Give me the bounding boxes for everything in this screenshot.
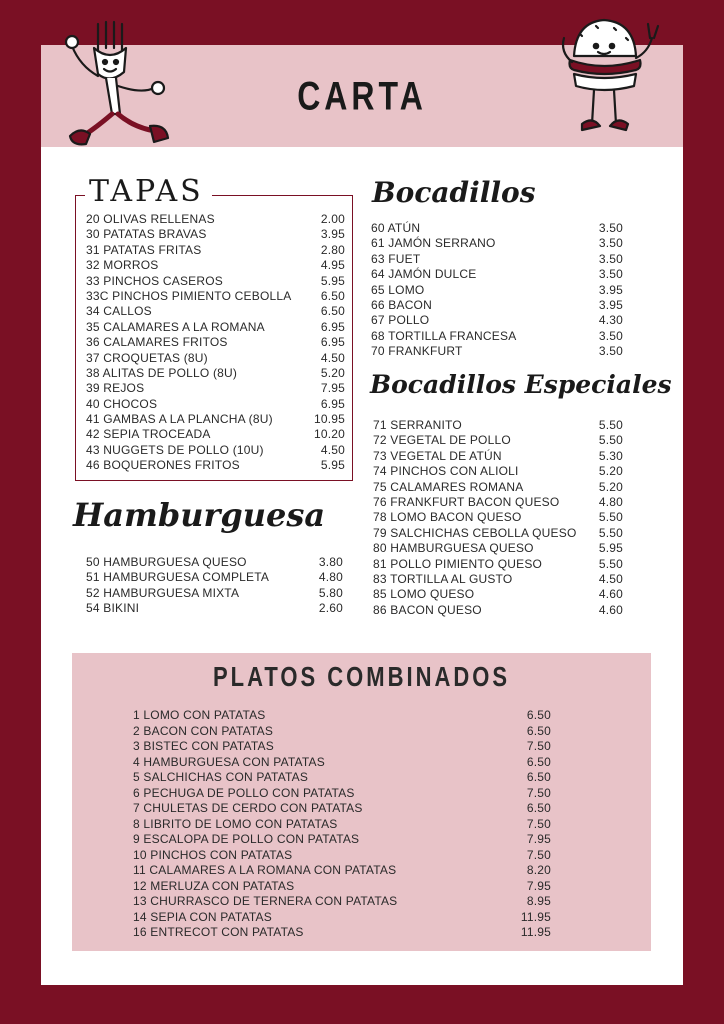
- menu-item-price: 5.95: [320, 458, 345, 473]
- menu-item-name: 71 SERRANITO: [373, 418, 462, 432]
- menu-item-name: 13 CHURRASCO DE TERNERA CON PATATAS: [133, 894, 398, 908]
- menu-item-price: 2.80: [320, 242, 345, 257]
- menu-item-price: 2.60: [318, 601, 343, 616]
- menu-item-name: 60 ATÚN: [371, 221, 421, 235]
- menu-item-price: 4.60: [598, 587, 623, 602]
- menu-item-name: 72 VEGETAL DE POLLO: [373, 433, 511, 448]
- menu-item-price: 3.80: [318, 555, 343, 569]
- menu-item-name: 8 LIBRITO DE LOMO CON PATATAS: [133, 816, 338, 831]
- menu-item-price: 3.50: [598, 267, 623, 282]
- menu-item-price: 4.30: [598, 313, 623, 328]
- especiales-heading: Bocadillos Especiales: [370, 370, 672, 399]
- menu-item-name: 66 BACON: [371, 297, 432, 312]
- menu-item: [86, 320, 345, 335]
- menu-item-name: 80 HAMBURGUESA QUESO: [373, 541, 534, 556]
- menu-item: [86, 601, 343, 616]
- menu-item: [133, 863, 551, 879]
- bocadillos-list: [371, 221, 623, 360]
- menu-item-name: 61 JAMÓN SERRANO: [371, 236, 496, 251]
- platos-heading: PLATOS COMBINADOS: [212, 660, 511, 692]
- menu-item-price: 3.50: [598, 236, 623, 251]
- menu-item-name: 65 LOMO: [371, 282, 425, 297]
- menu-item-price: 7.95: [526, 878, 551, 893]
- menu-item-price: 5.95: [320, 273, 345, 288]
- bocadillos-heading: Bocadillos: [372, 176, 536, 209]
- menu-item-price: 8.95: [526, 894, 551, 908]
- menu-item: [133, 770, 551, 786]
- menu-item-name: 78 LOMO BACON QUESO: [373, 510, 522, 525]
- menu-item: [133, 817, 551, 833]
- menu-item-price: 3.50: [598, 251, 623, 266]
- tapas-list: [86, 212, 345, 474]
- menu-item-price: 6.95: [320, 396, 345, 411]
- menu-item-name: 40 CHOCOS: [86, 396, 158, 411]
- menu-item: [133, 910, 551, 926]
- menu-item: [86, 586, 343, 601]
- menu-item-name: 16 ENTRECOT CON PATATAS: [133, 925, 304, 939]
- menu-item-price: 5.20: [320, 365, 345, 380]
- menu-item-price: 3.50: [598, 328, 623, 343]
- menu-item: [86, 351, 345, 366]
- menu-item-name: 68 TORTILLA FRANCESA: [371, 328, 517, 343]
- menu-item-price: 5.50: [598, 556, 623, 571]
- menu-item-name: 67 POLLO: [371, 313, 430, 328]
- menu-item: [371, 283, 623, 298]
- menu-item-name: 52 HAMBURGUESA MIXTA: [86, 585, 240, 600]
- menu-item-name: 83 TORTILLA AL GUSTO: [373, 571, 513, 586]
- menu-item-price: 11.95: [520, 925, 551, 939]
- menu-item: [373, 541, 623, 556]
- menu-item-name: 50 HAMBURGUESA QUESO: [86, 555, 247, 569]
- menu-item-price: 10.95: [313, 412, 345, 427]
- menu-item-name: 1 LOMO CON PATATAS: [133, 708, 266, 722]
- menu-item: [133, 739, 551, 755]
- menu-item-name: 36 CALAMARES FRITOS: [86, 335, 228, 350]
- menu-item-name: 38 ALITAS DE POLLO (8U): [86, 365, 238, 380]
- menu-item: [373, 449, 623, 464]
- page-title: CARTA: [297, 73, 427, 119]
- menu-item: [373, 587, 623, 602]
- menu-item-price: 4.50: [320, 350, 345, 365]
- menu-item-name: 37 CROQUETAS (8U): [86, 350, 208, 365]
- menu-item: [133, 801, 551, 817]
- menu-item-name: 86 BACON QUESO: [373, 602, 482, 617]
- menu-item-price: 6.95: [320, 319, 345, 334]
- menu-item: [86, 555, 343, 570]
- menu-item-name: 35 CALAMARES A LA ROMANA: [86, 319, 265, 334]
- menu-item: [371, 313, 623, 328]
- menu-item-name: 81 POLLO PIMIENTO QUESO: [373, 556, 543, 571]
- menu-item: [371, 329, 623, 344]
- menu-item-name: 3 BISTEC CON PATATAS: [133, 739, 274, 753]
- hamburguesa-heading: Hamburguesa: [73, 496, 326, 534]
- menu-item: [371, 252, 623, 267]
- menu-item-price: 4.80: [318, 570, 343, 585]
- menu-item-price: 5.50: [598, 510, 623, 525]
- menu-item-price: 4.95: [320, 258, 345, 273]
- menu-item: [86, 212, 345, 227]
- menu-item-name: 33 PINCHOS CASEROS: [86, 273, 223, 288]
- menu-item-name: 51 HAMBURGUESA COMPLETA: [86, 570, 270, 585]
- menu-item: [373, 480, 623, 495]
- menu-item-name: 30 PATATAS BRAVAS: [86, 227, 207, 242]
- hamburguesa-list: [86, 555, 343, 617]
- menu-item: [373, 510, 623, 525]
- menu-item-price: 5.50: [598, 525, 623, 540]
- menu-item-name: 46 BOQUERONES FRITOS: [86, 458, 240, 473]
- menu-item: [133, 879, 551, 895]
- menu-item-price: 8.20: [526, 863, 551, 877]
- menu-item-name: 85 LOMO QUESO: [373, 587, 475, 602]
- menu-item-price: 7.50: [526, 739, 551, 753]
- menu-item: [371, 344, 623, 359]
- menu-item-name: 63 FUET: [371, 251, 421, 266]
- menu-item-price: 6.50: [526, 708, 551, 722]
- menu-item-price: 4.80: [598, 494, 623, 509]
- menu-item: [373, 464, 623, 479]
- menu-item-name: 4 HAMBURGUESA CON PATATAS: [133, 754, 325, 769]
- menu-item: [86, 427, 345, 442]
- menu-item-name: 74 PINCHOS CON ALIOLI: [373, 464, 519, 479]
- menu-item-name: 7 CHULETAS DE CERDO CON PATATAS: [133, 801, 363, 815]
- menu-item-name: 33C PINCHOS PIMIENTO CEBOLLA: [86, 288, 292, 303]
- menu-item-price: 7.50: [526, 816, 551, 831]
- menu-item-name: 42 SEPIA TROCEADA: [86, 427, 211, 442]
- menu-item: [373, 603, 623, 618]
- menu-item: [86, 304, 345, 319]
- menu-item: [86, 443, 345, 458]
- menu-item: [133, 786, 551, 802]
- menu-item-name: 76 FRANKFURT BACON QUESO: [373, 494, 560, 509]
- menu-item-price: 6.50: [320, 288, 345, 303]
- menu-item-name: 34 CALLOS: [86, 304, 152, 319]
- menu-item: [86, 570, 343, 585]
- platos-list: [133, 708, 551, 941]
- menu-item: [86, 397, 345, 412]
- menu-item-price: 6.50: [320, 304, 345, 319]
- menu-item: [86, 243, 345, 258]
- menu-item: [86, 227, 345, 242]
- menu-item-name: 10 PINCHOS CON PATATAS: [133, 847, 293, 862]
- menu-item-name: 43 NUGGETS DE POLLO (10U): [86, 442, 264, 457]
- menu-item-name: 6 PECHUGA DE POLLO CON PATATAS: [133, 785, 355, 800]
- menu-item: [86, 458, 345, 473]
- menu-item-name: 20 OLIVAS RELLENAS: [86, 212, 215, 226]
- menu-item-name: 11 CALAMARES A LA ROMANA CON PATATAS: [133, 863, 397, 877]
- menu-item-price: 3.50: [598, 221, 623, 235]
- menu-item-name: 2 BACON CON PATATAS: [133, 723, 274, 738]
- menu-item: [373, 557, 623, 572]
- menu-item-name: 39 REJOS: [86, 381, 145, 396]
- menu-item-price: 6.50: [526, 801, 551, 815]
- menu-item: [371, 267, 623, 282]
- menu-item-name: 75 CALAMARES ROMANA: [373, 479, 524, 494]
- menu-item: [133, 848, 551, 864]
- menu-item-name: 73 VEGETAL DE ATÚN: [373, 448, 502, 463]
- menu-item-price: 5.80: [318, 585, 343, 600]
- menu-item: [133, 724, 551, 740]
- especiales-list: [373, 418, 623, 618]
- tapas-heading: TAPAS: [85, 174, 212, 209]
- menu-item-price: 3.50: [598, 344, 623, 359]
- menu-item: [371, 236, 623, 251]
- menu-item: [371, 221, 623, 236]
- menu-item: [133, 755, 551, 771]
- menu-item-price: 11.95: [520, 909, 551, 924]
- menu-item-price: 7.50: [526, 785, 551, 800]
- menu-item-name: 79 SALCHICHAS CEBOLLA QUESO: [373, 525, 577, 540]
- menu-item: [86, 412, 345, 427]
- menu-item-price: 2.00: [320, 212, 345, 226]
- menu-item-name: 5 SALCHICHAS CON PATATAS: [133, 770, 309, 784]
- menu-item: [373, 433, 623, 448]
- menu-item-price: 5.20: [598, 479, 623, 494]
- menu-item-price: 5.95: [598, 541, 623, 556]
- menu-item: [86, 335, 345, 350]
- menu-item-name: 31 PATATAS FRITAS: [86, 242, 202, 257]
- menu-item-price: 5.50: [598, 418, 623, 432]
- menu-item-price: 5.20: [598, 464, 623, 479]
- menu-item-price: 3.95: [320, 227, 345, 242]
- menu-item-price: 3.95: [598, 282, 623, 297]
- menu-item-price: 6.95: [320, 335, 345, 350]
- menu-item-price: 7.95: [320, 381, 345, 396]
- menu-item-price: 5.30: [598, 448, 623, 463]
- menu-item: [373, 495, 623, 510]
- menu-item: [373, 572, 623, 587]
- menu-item: [86, 289, 345, 304]
- menu-item-name: 41 GAMBAS A LA PLANCHA (8U): [86, 412, 273, 427]
- menu-item-name: 32 MORROS: [86, 258, 159, 273]
- menu-item-price: 5.50: [598, 433, 623, 448]
- menu-item-price: 7.50: [526, 847, 551, 862]
- menu-item-name: 9 ESCALOPA DE POLLO CON PATATAS: [133, 832, 360, 846]
- menu-item-name: 64 JAMÓN DULCE: [371, 267, 477, 282]
- menu-item-name: 54 BIKINI: [86, 601, 140, 616]
- menu-item-price: 6.50: [526, 723, 551, 738]
- menu-item: [86, 366, 345, 381]
- menu-item-price: 6.50: [526, 754, 551, 769]
- menu-item: [86, 258, 345, 273]
- menu-item: [86, 274, 345, 289]
- menu-item: [86, 381, 345, 396]
- menu-item: [133, 925, 551, 941]
- menu-item: [133, 708, 551, 724]
- menu-item: [133, 894, 551, 910]
- menu-item-name: 14 SEPIA CON PATATAS: [133, 909, 272, 924]
- menu-item-price: 4.50: [320, 442, 345, 457]
- menu-item: [373, 526, 623, 541]
- menu-item: [371, 298, 623, 313]
- menu-item-price: 3.95: [598, 297, 623, 312]
- menu-item-price: 10.20: [313, 427, 345, 442]
- menu-item: [373, 418, 623, 433]
- menu-item: [133, 832, 551, 848]
- menu-item-name: 70 FRANKFURT: [371, 344, 463, 359]
- menu-item-price: 6.50: [526, 770, 551, 784]
- menu-item-name: 12 MERLUZA CON PATATAS: [133, 878, 295, 893]
- menu-item-price: 7.95: [526, 832, 551, 846]
- menu-item-price: 4.60: [598, 602, 623, 617]
- menu-item-price: 4.50: [598, 571, 623, 586]
